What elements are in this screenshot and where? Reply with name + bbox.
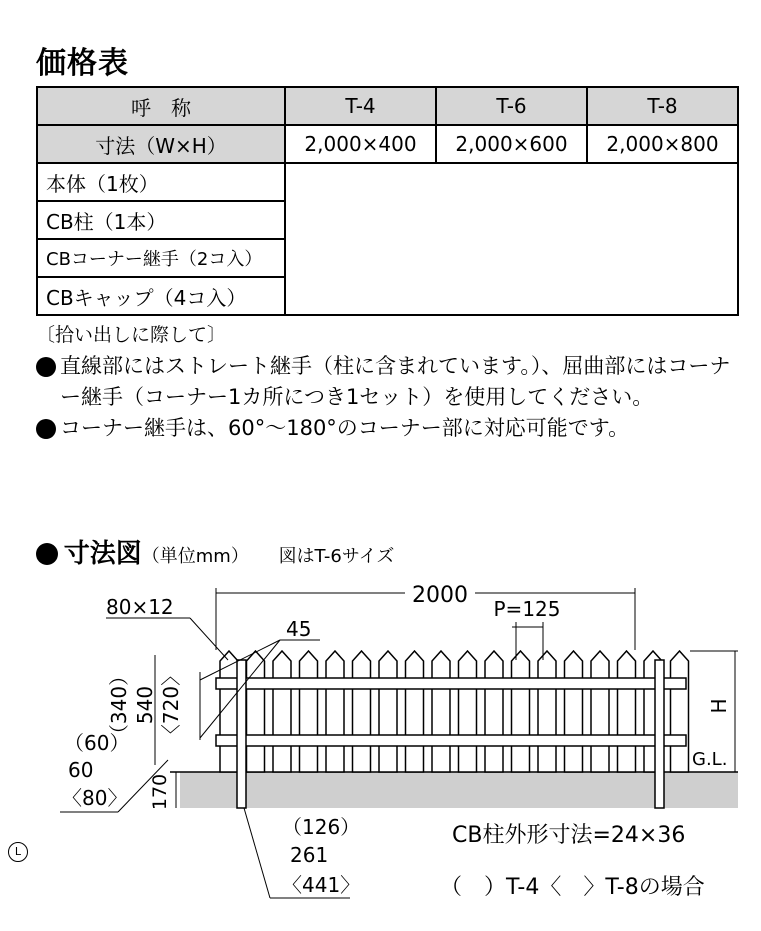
page-title: 価格表 [36,46,129,81]
picket [432,651,450,772]
notes-header: 〔拾い出しに際して〕 [36,324,227,346]
post-outer-size: CB柱外形寸法=24×36 [452,823,686,848]
name-header: 呼 称 [37,87,285,125]
dimension-unit: （単位mm） [141,546,249,567]
picket [326,651,344,772]
picket [512,651,530,772]
picket [353,651,371,772]
bottom-60p-label: （60） [64,731,130,755]
depth-170-label: 170 [149,773,171,811]
row-label-cap: CBキャップ（4コ入） [37,277,285,315]
col-size-t8: 2,000×800 [587,125,738,163]
size-header: 寸法（W×H） [37,125,285,163]
col-size-t4: 2,000×400 [285,125,436,163]
post-126-label: （126） [282,815,361,839]
picket [591,651,609,772]
height-h-label: H [707,698,731,714]
right-post [655,660,664,808]
size-case-note: （ ）T-4〈 〉T-8の場合 [440,875,705,900]
corner-mark-icon: L [8,842,28,862]
row-label-post: CB柱（1本） [37,201,285,239]
left-post [237,660,246,808]
picket [618,651,636,772]
picket [300,651,318,772]
note-text-2: コーナー継手は、60°～180°のコーナー部に対応可能です。 [60,416,630,440]
picket-group [220,651,689,772]
lower-rail [216,735,686,746]
picket-size-label: 80×12 [106,595,174,619]
bottom-80-label: 〈80〉 [62,786,128,810]
ground-level-label: G.L. [692,749,728,770]
row-label-body: 本体（1枚） [37,163,285,201]
picket [379,651,397,772]
picket [671,651,689,772]
col-name-t4: T-4 [285,87,436,125]
height-720-label: 〈720〉 [159,665,183,745]
dimension-note: 図はT-6サイズ [278,546,395,567]
picket [406,651,424,772]
picket [273,651,291,772]
dimension-title: 寸法図 [63,539,142,569]
picket [485,651,503,772]
post-441-label: 〈441〉 [282,873,361,897]
col-size-t6: 2,000×600 [436,125,587,163]
picket [538,651,556,772]
height-540-label: 540 [133,685,157,725]
width-label: 2000 [412,583,468,608]
upper-rail [216,678,686,689]
pitch-label: P=125 [493,597,561,621]
col-name-t8: T-8 [587,87,738,125]
picket [565,651,583,772]
gap-label: 45 [286,617,312,641]
post-261-label: 261 [290,843,329,867]
picket [459,651,477,772]
picket [247,651,265,772]
height-340-label: （340） [107,665,131,745]
bottom-60-label: 60 [68,758,94,782]
row-label-corner-joint: CBコーナー継手（2コ入） [37,239,285,277]
note-text-1: 直線部にはストレート継手（柱に含まれています。）、屈曲部にはコーナー継手（コーナー1カ所につき1セット）を使用してください。 [60,354,731,409]
col-name-t6: T-6 [436,87,587,125]
